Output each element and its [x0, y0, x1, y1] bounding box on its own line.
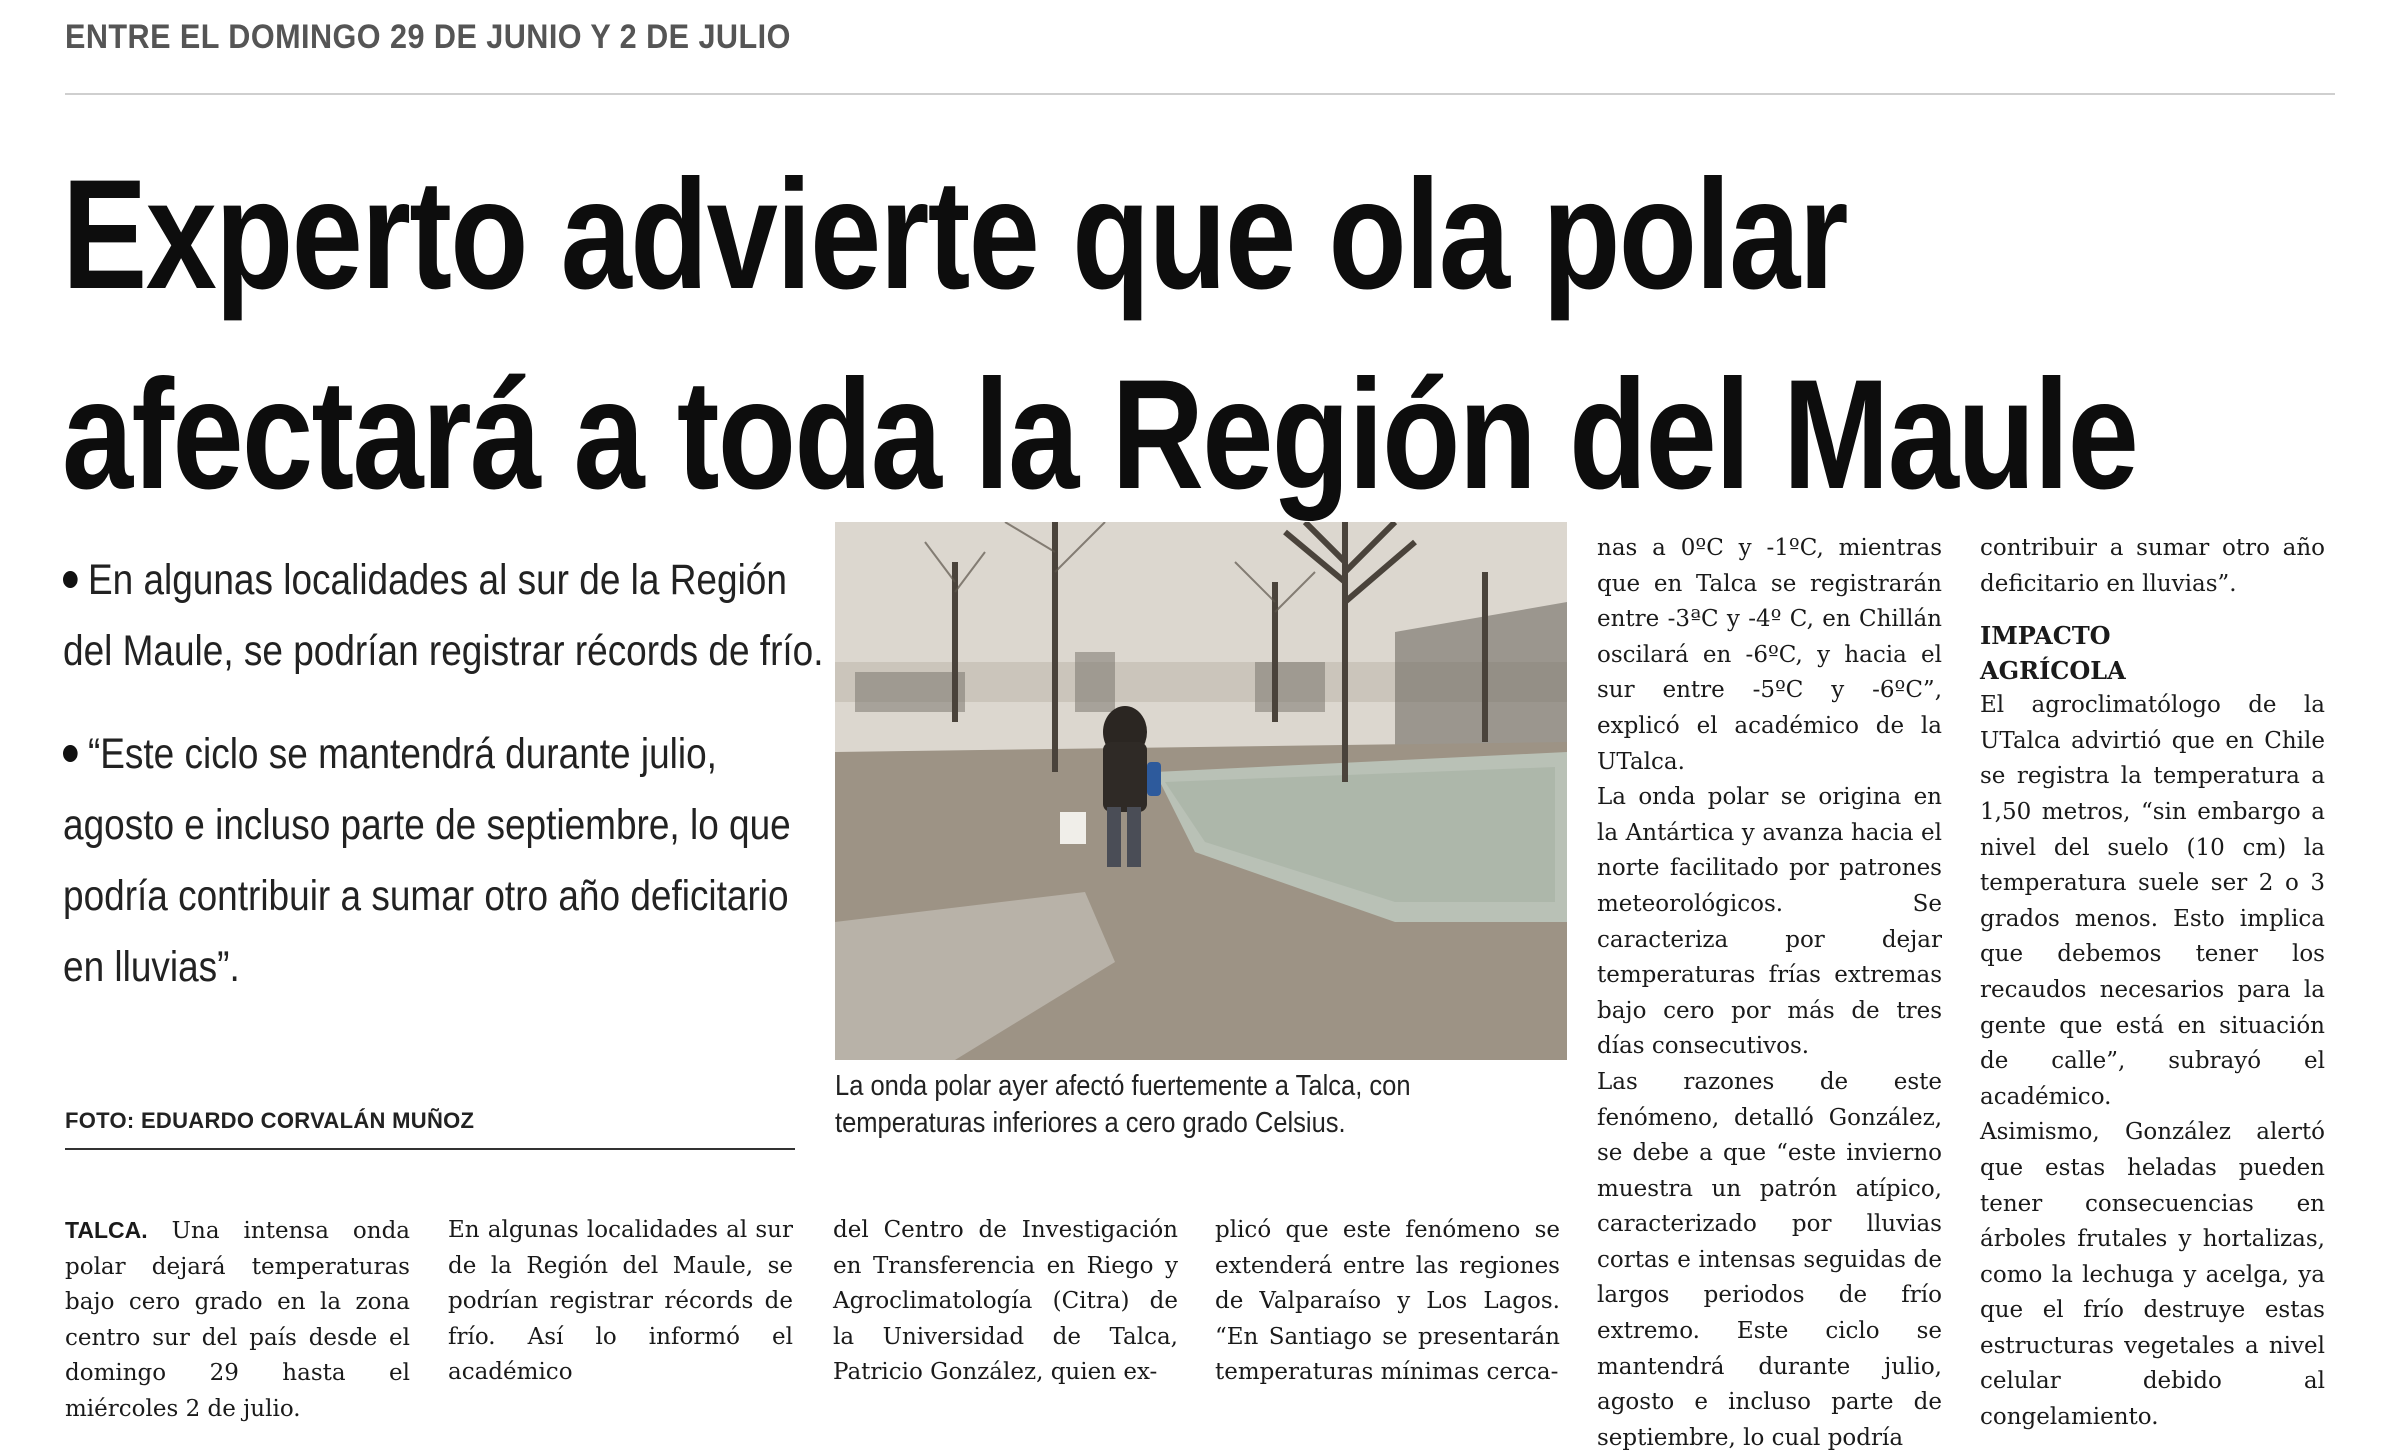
article-column-1	[65, 1213, 410, 1428]
top-divider	[65, 93, 2335, 95]
section-kicker: ENTRE EL DOMINGO 29 DE JUNIO Y 2 DE JULIO	[65, 18, 791, 56]
news-photo	[835, 522, 1567, 1060]
summary-bullets	[63, 545, 837, 1035]
frosty-park-photo-illustration	[835, 522, 1567, 1060]
article-text: contribuir a sumar otro año deficitario en lluvias”.	[1980, 535, 2325, 597]
bullet-dot-icon	[63, 571, 78, 588]
article-text: del Centro de Investigación en Transferencia en Riego y Agroclimatología (Citra) de la Universidad de Talca, Patricio González, quien ex-	[833, 1217, 1178, 1386]
article-text: plicó que este fenómeno se extenderá entre las regiones de Valparaíso y Los Lagos. “En Santiago se presentarán temperaturas mínimas cerca-	[1215, 1217, 1560, 1386]
summary-bullet	[63, 719, 837, 1003]
headline	[62, 135, 2138, 535]
article-text: Asimismo, González alertó que estas heladas pueden tener consecuencias en árboles frutales y hortalizas, como la lechuga y acelga, ya que el frío destruye estas estructuras vegetales a nivel celular debido al congelamiento.	[1980, 1119, 2325, 1431]
headline-line-2: afectará a toda la Región del Maule	[62, 348, 2138, 522]
article-subhead-line: AGRÍCOLA	[1980, 656, 2126, 686]
headline-line-1: Experto advierte que ola polar	[62, 148, 1847, 322]
article-column-2	[448, 1213, 793, 1391]
article-column-3	[833, 1213, 1178, 1391]
article-column-6	[1980, 531, 2325, 1436]
article-text: Las razones de este fenómeno, detalló González, se debe a que “este invierno muestra un patrón atípico, caracterizado por lluvias cortas e intensas seguidas de largos periodos de frío extremo. Este ciclo se mantendrá durante julio, agosto e incluso parte de septiembre, lo cual podría	[1597, 1068, 1942, 1451]
article-text: En algunas localidades al sur de la Región del Maule, se podrían registrar récords de frío. Así lo informó el académico	[448, 1217, 793, 1386]
article-subhead-line: IMPACTO	[1980, 621, 2111, 651]
credit-divider	[65, 1148, 795, 1150]
article-subhead	[1980, 618, 2325, 688]
photo-caption: La onda polar ayer afectó fuertemente a Talca, con temperaturas inferiores a cero grado Celsius.	[835, 1070, 1411, 1139]
article-dateline: TALCA.	[65, 1217, 148, 1243]
summary-bullet-text: “Este ciclo se mantendrá durante julio, agosto e incluso parte de septiembre, lo que podría contribuir a sumar otro año deficitario en lluvias”.	[63, 730, 791, 991]
article-text: Una intensa onda polar dejará temperaturas bajo cero grado en la zona centro sur del país desde el domingo 29 hasta el miércoles 2 de julio.	[65, 1218, 411, 1422]
article-column-5	[1597, 531, 1942, 1456]
article-text: La onda polar se origina en la Antártica y avanza hacia el norte facilitado por patrones meteorológicos. Se caracteriza por dejar temperaturas frías extremas bajo cero por más de tres días consecutivos.	[1597, 784, 1942, 1060]
article-text: El agroclimatólogo de la UTalca advirtió que en Chile se registra la temperatura a 1,50 metros, “sin embargo a nivel del suelo (10 cm) la temperatura suele ser 2 o 3 grados menos. Esto implica que debemos tener los recaudos necesarios para la gente que está en situación de calle”, subrayó el académico.	[1980, 692, 2325, 1110]
summary-bullet-text: En algunas localidades al sur de la Región del Maule, se podrían registrar récords de frío.	[63, 556, 824, 675]
summary-bullet	[63, 545, 837, 687]
photo-credit: FOTO: EDUARDO CORVALÁN MUÑOZ	[65, 1108, 475, 1133]
bullet-dot-icon	[63, 745, 78, 762]
article-column-4	[1215, 1213, 1560, 1391]
article-text: nas a 0ºC y -1ºC, mientras que en Talca se registrarán entre -3ªC y -4º C, en Chillán oscilará en -6ºC, y hacia el sur entre -5ºC y -6ºC”, explicó el académico de la UTalca.	[1597, 535, 1942, 775]
